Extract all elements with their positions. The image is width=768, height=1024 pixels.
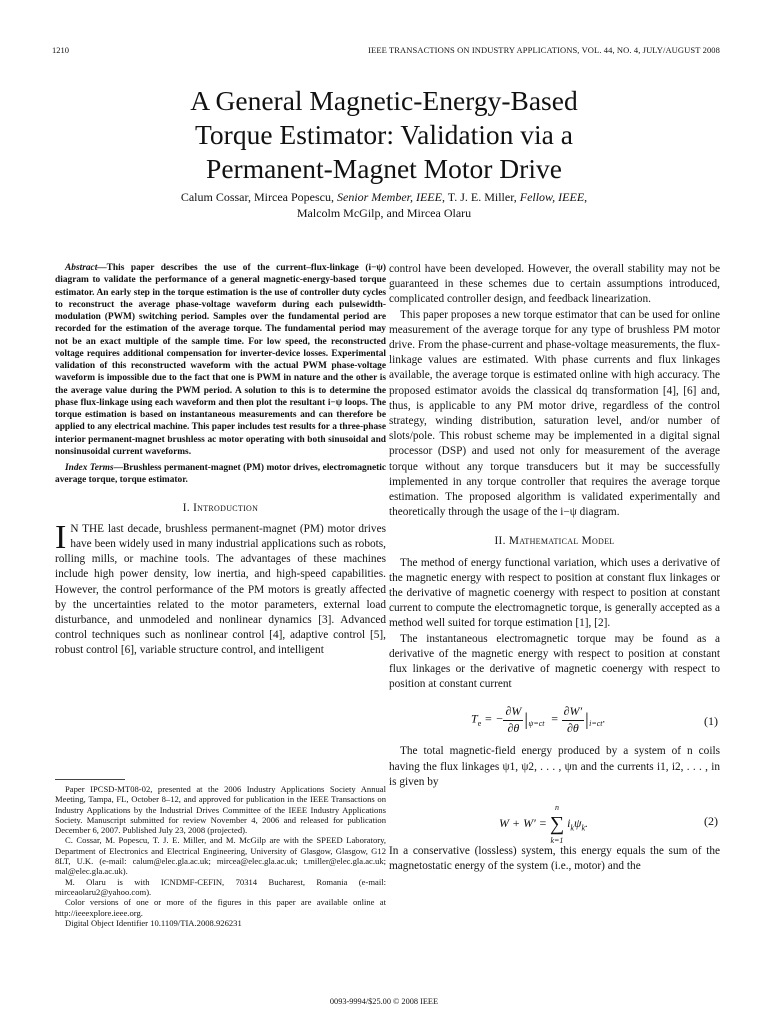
math-paragraph-1: The method of energy functional variation, which uses a derivative of the magnetic energy with respect to position at constant flux linkages or the derivative of magnetic coenergy with respect to position at constant current to compute the electromagnetic torque, is generally accepted as a method well suited for torque estimation [1], [2]. [389,556,720,630]
page-number: 1210 [52,45,69,55]
equation-2-number: (2) [704,814,718,829]
right-paragraph-1: control have been developed. However, the overall stability may not be guaranteed in these schemes due to certain assumptions introduced, complicated controller design, and feedback linearization. [389,263,720,306]
author-line-2: Malcolm McGilp, and Mircea Olaru [296,205,472,220]
equation-2: W + W′ = n ∑ k=1 $i_k\psi_k$. (2) [499,803,718,846]
author-list [90,190,678,221]
footnote-3: M. Olaru is with ICNDMF-CEFIN, 70314 Bucharest, Romania (e-mail: mirceaolaru2@yahoo.com). [55,876,386,897]
paper-title [90,84,678,186]
equation-1-number: (1) [704,714,718,729]
left-column [55,262,386,659]
math-paragraph-4: In a conservative (lossless) system, this energy equals the sum of the magnetostatic energy of the system (i.e., motor) and the [389,845,720,873]
footnote-5: Digital Object Identifier 10.1109/TIA.2008.926231 [65,917,242,928]
footnotes [55,784,386,928]
right-paragraph-2: This paper proposes a new torque estimator that can be used for online measurement of the average torque for any type of brushless PM motor drive. From the phase-current and phase-voltage measurements, the flux-linkage values are estimated. With phase currents and flux linkages available, the average torque is estimated online with high accuracy. The proposed estimator avoids the classical dq transformation [4], [6] and, thus, is applicable to any PM motor drive, regardless of the control strategy, winding distribution, saturation level, and/or number of slots/pole. This robust scheme may be implemented in a digital signal processor (DSP) and used not only for measurement of the average torque without any torque transducers but it may be successfully implemented in any torque controller that requires the average torque estimation. The proposed algorithm is validated experimentally and theoretically through the usage of the i−ψ diagram. [389,308,720,519]
index-terms: Index Terms—Brushless permanent-magnet (PM) motor drives, electromagnetic average torque, torque estimator. [55,463,387,486]
intro-paragraph: I N THE last decade, brushless permanent-magnet (PM) motor drives have been widely used in many industrial applications such as robots, rolling mills, or machine tools. The advantages of these machines include high power density, low inertia, and high-speed capabilities. However, the control performance of the PM motors is greatly affected by the uncertainties related to the motor parameters, external load disturbance, and unmodeled and nonlinear dynamics [3]. Advanced control techniques such as nonlinear control [4], adaptive control [5], robust control [6], variable structure control, and intelligent [55,518,386,657]
math-paragraph-3: The total magnetic-field energy produced by a system of n coils having the flux linkages ψ1, ψ2, . . . , ψn and the currents i1, i2, . . . , in is given by [389,745,720,788]
footnote-1: Paper IPCSD-MT08-02, presented at the 2006 Industry Applications Society Annual Meeting, Tampa, FL, October 8–12, and approved for publication in the IEEE Transactions on Industry Applications by the Industrial Drives Committee of the IEEE Industry Applications Society. Manuscript submitted for review November 4, 2006 and released for publication December 6, 2007. Published July 23, 2008 (projected). [55,784,386,836]
right-column [389,262,720,875]
footnote-4: Color versions of one or more of the figures in this paper are available online at http://ieeexplore.ieee.org. [55,897,386,918]
section-heading-math-model: II. Mathematical Model [494,535,615,548]
title-line-1: A General Magnetic-Energy-Based [190,85,578,116]
author-line-1: Calum Cossar, Mircea Popescu, Senior Member, IEEE, T. J. E. Miller, Fellow, IEEE, [180,190,588,204]
title-line-2: Torque Estimator: Validation via a [195,119,573,150]
footnote-2: C. Cossar, M. Popescu, T. J. E. Miller, and M. McGilp are with the SPEED Laboratory, Department of Electronics and Electrical Engineering, University of Glasgow, Glasgow, G12 8LT, U.K. (e-mail: calum@elec.gla.ac.uk; mircea@elec.gla.ac.uk; t.miller@elec.gla.ac.uk; mal@elec.gla.ac.uk). [55,835,386,877]
drop-cap: I [55,518,67,556]
footnote-rule [55,779,125,780]
title-line-3: Permanent-Magnet Motor Drive [206,153,562,184]
journal-header: IEEE TRANSACTIONS ON INDUSTRY APPLICATIONS, VOL. 44, NO. 4, JULY/AUGUST 2008 [368,45,720,55]
section-heading-introduction: I. Introduction [182,501,259,514]
copyright-footer: 0093-9994/$25.00 © 2008 IEEE [329,997,439,1006]
equation-1: $T_e$ = − $\frac{\partial W}{\partial\theta}$ $|_{\psi=ct}$ = $\frac{\partial W'}{\partial\theta}$ $|_{i=ct}$. (1) [471,704,718,735]
math-paragraph-2: The instantaneous electromagnetic torque may be found as a derivative of the magnetic energy with respect to position at constant flux linkages or the derivative of magnetic coenergy with respect to position at constant current [389,632,720,691]
abstract: Abstract—This paper describes the use of the current–flux-linkage (i−ψ) diagram to validate the performance of a general magnetic-energy-based torque estimator. An early step in the torque estimation is the use of controller duty cycles to reconstruct the average phase-voltage waveform during each pulsewidth-modulation (PWM) switching period. Samples over the fundamental period are recorded for the estimation of the average torque. The fundamental period may not be an exact multiple of the sample time. For low speed, the reconstructed voltage requires additional compensation for inverter-device losses. Experimental validation of this reconstructed waveform with the actual PWM phase-voltage waveform is impossible due to the fact that one is PWM in nature and the other is the average value during the PWM period. A solution to this is to determine the phase flux-linkage using each waveform and then plot the resultant i−ψ loops. The torque estimation is based on instantaneous measurements and can therefore be applied to any electrical machine. This paper includes test results for a three-phase interior permanent-magnet brushless ac motor operating with both sinusoidal and nonsinusoidal current waveforms. [55,263,386,457]
